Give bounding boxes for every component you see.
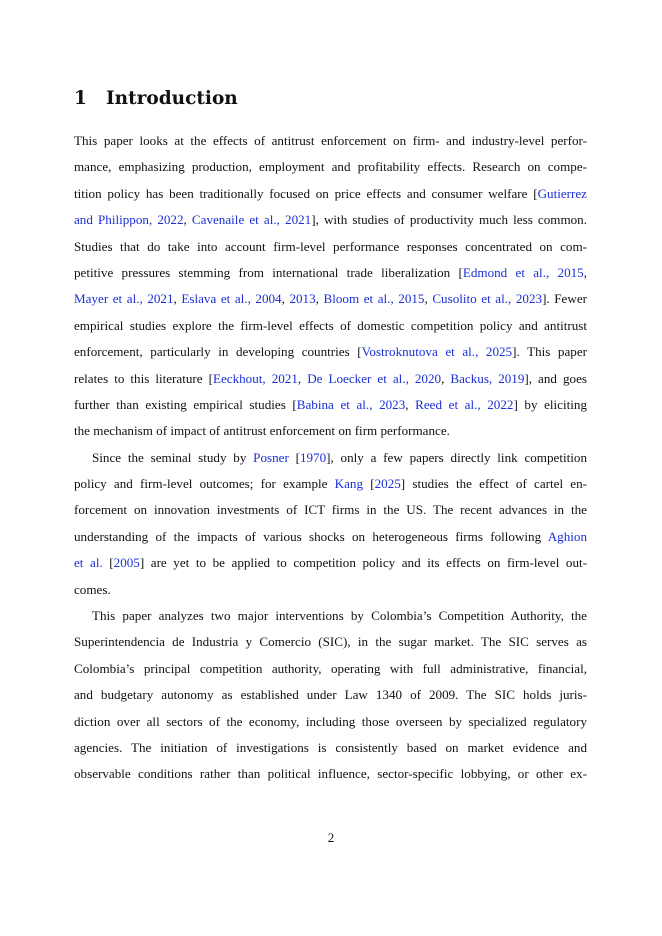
- section-heading: [74, 88, 238, 109]
- text-segment: relates to this literature [: [74, 370, 213, 386]
- text-line: [74, 154, 587, 180]
- text-segment: This paper looks at the effects of antitrust enforcement on firm- and industry-level perfor-: [74, 133, 587, 148]
- paragraph: [74, 603, 587, 788]
- text-line: [74, 128, 587, 154]
- citation-link[interactable]: 2005: [113, 555, 140, 571]
- text-segment: ]. Fewer: [542, 291, 587, 307]
- text-segment: ]. This paper: [512, 344, 587, 360]
- citation-link[interactable]: Babina et al., 2023: [296, 396, 406, 412]
- citation-link[interactable]: Bloom et al., 2015: [323, 291, 425, 307]
- citation-link[interactable]: Reed et al., 2022: [415, 396, 514, 412]
- text-line: [74, 366, 587, 392]
- text-segment: Colombia’s principal competition authority, operating with full administrative, financial,: [74, 660, 587, 676]
- text-segment: ], and goes: [524, 370, 587, 386]
- citation-link[interactable]: 1970: [299, 449, 327, 465]
- text-segment: Since the seminal study by: [92, 449, 254, 465]
- text-segment: enforcement, particularly in developing countries [: [74, 344, 362, 360]
- text-line: [74, 392, 587, 418]
- text-segment: ,: [183, 212, 192, 228]
- text-line: [74, 524, 587, 550]
- text-segment: ] by eliciting: [513, 396, 587, 412]
- text-line: [74, 656, 587, 682]
- text-segment: further than existing empirical studies [: [74, 396, 297, 412]
- citation-link[interactable]: Cusolito et al., 2023: [432, 291, 543, 307]
- section-title: Introduction: [106, 88, 238, 109]
- text-segment: ,: [281, 291, 290, 307]
- text-line: [74, 603, 587, 629]
- text-segment: ,: [173, 291, 182, 307]
- text-segment: ,: [441, 370, 451, 386]
- text-segment: the mechanism of impact of antitrust enforcement on firm performance.: [74, 423, 450, 439]
- text-segment: [: [363, 476, 375, 492]
- text-segment: petitive pressures stemming from international trade liberalization [: [74, 264, 463, 280]
- citation-link[interactable]: De Loecker et al., 2020: [307, 370, 442, 386]
- text-line: [74, 629, 587, 655]
- body-text: [74, 128, 587, 788]
- text-segment: agencies. The initiation of investigations is consistently based on market evidence and: [74, 739, 587, 755]
- text-segment: forcement on innovation investments of ICT firms in the US. The recent advances in the: [74, 502, 587, 518]
- citation-link[interactable]: Mayer et al., 2021: [74, 291, 174, 307]
- text-segment: and budgetary autonomy as established under Law 1340 of 2009. The SIC holds juris-: [74, 687, 587, 703]
- text-line: [74, 339, 587, 365]
- text-line: [74, 735, 587, 761]
- citation-link[interactable]: Edmond et al., 2015: [462, 264, 584, 280]
- text-line: [74, 207, 587, 233]
- text-segment: tition policy has been traditionally focused on price effects and consumer welfare [: [74, 185, 538, 201]
- paragraph: [74, 445, 587, 603]
- text-line: [74, 550, 587, 576]
- text-segment: [: [102, 555, 114, 571]
- text-line: [74, 418, 587, 444]
- citation-link[interactable]: Gutierrez: [537, 185, 587, 201]
- citation-link[interactable]: Backus, 2019: [450, 370, 525, 386]
- citation-link[interactable]: 2013: [289, 291, 316, 307]
- text-line: [74, 709, 587, 735]
- text-segment: This paper analyzes two major interventions by Colombia’s Competition Authority, the: [92, 608, 587, 624]
- text-segment: Studies that do take into account firm-level performance responses concentrated on com-: [74, 238, 587, 254]
- text-segment: observable conditions rather than political influence, sector-specific lobbying, or other ex-: [74, 766, 587, 782]
- text-segment: ], only a few papers directly link competition: [326, 449, 587, 465]
- text-segment: ,: [583, 264, 587, 280]
- text-line: [74, 313, 587, 339]
- text-segment: diction over all sectors of the economy, including those overseen by specialized regulatory: [74, 713, 587, 729]
- text-line: [74, 761, 587, 787]
- text-line: [74, 471, 587, 497]
- citation-link[interactable]: Eeckhout, 2021: [212, 370, 298, 386]
- text-segment: [: [288, 449, 300, 465]
- section-number: 1: [74, 88, 87, 109]
- text-line: [74, 497, 587, 523]
- text-segment: policy and firm-level outcomes; for example: [74, 476, 335, 492]
- text-line: [74, 286, 587, 312]
- text-segment: empirical studies explore the firm-level effects of domestic competition policy and antitrust: [74, 317, 587, 333]
- citation-link[interactable]: 2025: [374, 476, 401, 492]
- text-segment: ,: [405, 396, 416, 412]
- citation-link[interactable]: Cavenaile et al., 2021: [191, 212, 312, 228]
- text-segment: mance, emphasizing production, employment and profitability effects. Research on compe-: [74, 159, 587, 175]
- citation-link[interactable]: Posner: [253, 449, 289, 465]
- paragraph: [74, 128, 587, 445]
- text-segment: ] studies the effect of cartel en-: [400, 476, 588, 492]
- text-line: [74, 445, 587, 471]
- text-segment: ] are yet to be applied to competition policy and its effects on firm-level out-: [139, 555, 587, 571]
- text-segment: ,: [424, 291, 433, 307]
- text-line: [74, 260, 587, 286]
- citation-link[interactable]: and Philippon, 2022: [74, 212, 184, 228]
- text-segment: ,: [315, 291, 324, 307]
- text-segment: comes.: [74, 581, 111, 597]
- text-line: [74, 682, 587, 708]
- page-number: 2: [327, 830, 335, 845]
- citation-link[interactable]: Vostroknutova et al., 2025: [361, 344, 513, 360]
- text-segment: Superintendencia de Industria y Comercio (SIC), in the sugar market. The SIC serves as: [74, 634, 587, 650]
- citation-link[interactable]: Kang: [334, 476, 364, 492]
- text-segment: ,: [297, 370, 308, 386]
- citation-link[interactable]: Eslava et al., 2004: [181, 291, 282, 307]
- text-segment: understanding of the impacts of various shocks on heterogeneous firms following: [74, 528, 548, 544]
- text-segment: ], with studies of productivity much less common.: [311, 212, 588, 228]
- text-line: [74, 234, 587, 260]
- citation-link[interactable]: Aghion: [547, 528, 587, 544]
- text-line: [74, 181, 587, 207]
- text-line: [74, 577, 587, 603]
- citation-link[interactable]: et al.: [74, 555, 103, 571]
